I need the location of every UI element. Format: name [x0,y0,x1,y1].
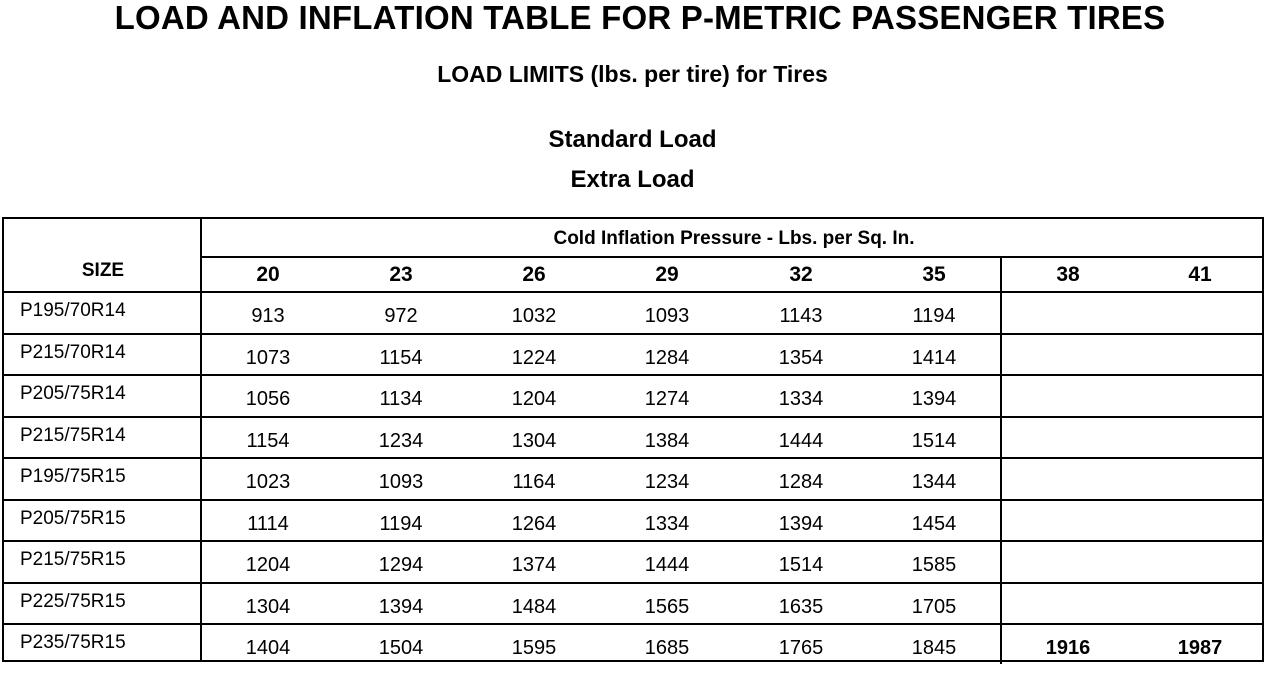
table-row-divider [4,499,1262,501]
load-value-cell: 1164 [512,471,556,493]
load-value-cell: 1056 [245,388,291,410]
table-row-divider [4,333,1262,335]
extra-load-label: Extra Load [570,166,695,193]
load-value-cell: 1274 [644,388,690,410]
tire-size-cell: P225/75R15 [20,590,126,612]
pressure-header: Cold Inflation Pressure - Lbs. per Sq. In. [553,228,915,249]
standard-load-label: Standard Load [548,126,717,153]
load-value-cell: 1284 [644,346,690,369]
load-value-cell: 1073 [245,346,291,369]
load-value-cell: 1334 [644,512,690,535]
load-value-cell: 1194 [379,512,423,535]
load-value-cell: 1585 [911,554,957,576]
load-value-cell: 1114 [247,512,289,535]
load-value-cell: 1234 [644,471,690,493]
load-value-cell: 1484 [511,595,557,618]
load-value-cell: 1264 [511,512,557,535]
load-value-cell: 1093 [378,471,424,493]
load-value-cell: 1404 [245,637,291,659]
table-row-divider [4,416,1262,418]
load-value-cell: 1354 [778,346,824,369]
pressure-col-header: 38 [1056,263,1080,286]
load-value-cell: 1394 [778,512,824,535]
load-value-cell: 1394 [911,388,957,410]
load-value-cell: 1093 [644,305,690,327]
table-row-divider [4,540,1262,542]
load-value-cell: 1987 [1177,637,1223,659]
pressure-col-header: 20 [256,263,280,286]
pressure-col-header: 41 [1188,263,1212,286]
load-value-cell: 1032 [511,305,557,327]
table-divider [1000,256,1002,664]
tire-size-cell: P215/75R14 [20,424,126,446]
load-value-cell: 1154 [379,346,423,369]
load-value-cell: 1514 [911,429,957,452]
load-value-cell: 1134 [379,388,423,410]
size-header: SIZE [81,260,125,281]
load-value-cell: 1514 [778,554,824,576]
load-value-cell: 1635 [778,595,824,618]
load-table [2,217,1264,662]
load-value-cell: 1384 [644,429,690,452]
load-value-cell: 972 [384,305,418,327]
load-value-cell: 1444 [644,554,690,576]
pressure-col-header: 32 [789,263,813,286]
load-value-cell: 1284 [778,471,824,493]
load-value-cell: 1294 [378,554,424,576]
load-value-cell: 913 [251,305,285,327]
load-value-cell: 1565 [644,595,690,618]
load-value-cell: 1194 [912,305,956,327]
load-value-cell: 1154 [246,429,290,452]
tire-size-cell: P195/75R15 [20,466,126,487]
load-value-cell: 1705 [911,595,957,618]
table-subtitle: LOAD LIMITS (lbs. per tire) for Tires [437,61,828,87]
page-title: LOAD AND INFLATION TABLE FOR P-METRIC PASSENGER TIRES [114,0,1166,36]
table-divider [4,291,1262,293]
load-value-cell: 1414 [911,346,957,369]
load-value-cell: 1595 [511,637,557,659]
load-value-cell: 1444 [778,429,824,452]
tire-size-cell: P195/70R14 [20,300,126,321]
table-row-divider [4,623,1262,625]
load-value-cell: 1504 [378,637,424,659]
load-value-cell: 1023 [245,471,291,493]
load-value-cell: 1765 [778,637,824,659]
load-value-cell: 1334 [778,388,824,410]
load-value-cell: 1143 [779,305,823,327]
load-value-cell: 1204 [511,388,557,410]
load-value-cell: 1845 [911,637,957,659]
table-row-divider [4,582,1262,584]
pressure-col-header: 29 [655,263,679,286]
load-value-cell: 1304 [245,595,291,618]
table-divider [200,256,1262,258]
tire-size-cell: P215/70R14 [20,341,126,363]
load-value-cell: 1454 [911,512,957,535]
load-value-cell: 1234 [378,429,424,452]
load-value-cell: 1394 [378,595,424,618]
pressure-col-header: 35 [922,263,946,286]
pressure-col-header: 26 [522,263,546,286]
load-value-cell: 1374 [511,554,557,576]
table-row-divider [4,457,1262,459]
load-value-cell: 1224 [511,346,557,369]
load-value-cell: 1916 [1045,637,1091,659]
pressure-col-header: 23 [389,263,413,286]
load-value-cell: 1685 [644,637,690,659]
tire-size-cell: P215/75R15 [20,549,126,570]
load-value-cell: 1304 [511,429,557,452]
tire-size-cell: P205/75R14 [20,383,126,404]
table-divider [200,219,202,660]
table-row-divider [4,374,1262,376]
load-value-cell: 1344 [911,471,957,493]
tire-size-cell: P235/75R15 [20,632,126,653]
tire-size-cell: P205/75R15 [20,507,126,529]
load-value-cell: 1204 [245,554,291,576]
